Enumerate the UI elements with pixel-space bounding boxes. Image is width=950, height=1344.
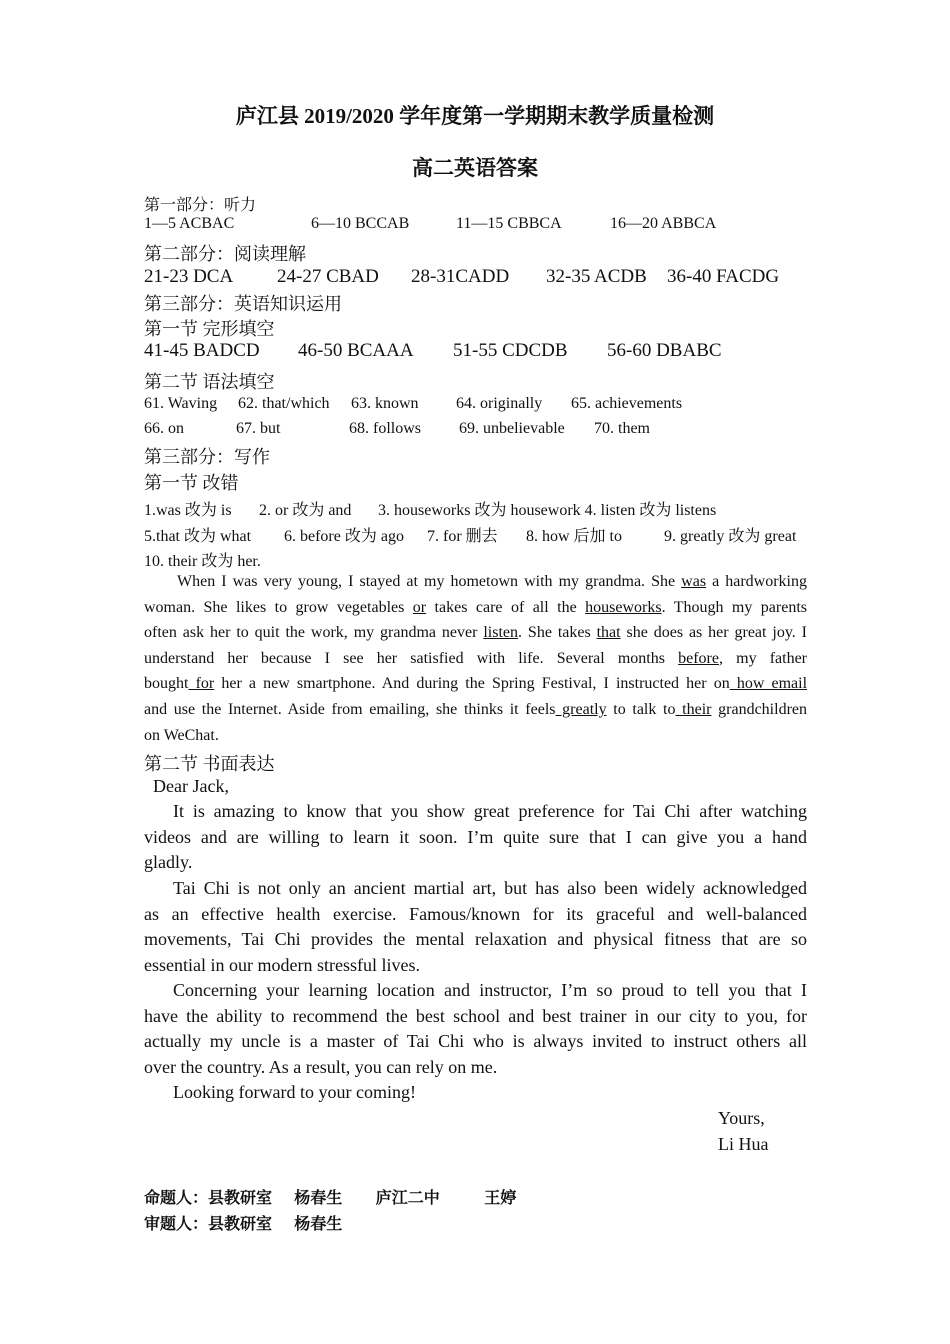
grammar-answer-64: 64. originally bbox=[456, 395, 543, 412]
part1-answer-1: 1—5 ACBAC bbox=[144, 215, 235, 232]
part2-heading: 第二部分：阅读理解 bbox=[144, 244, 306, 264]
letter-signature: Li Hua bbox=[718, 1134, 769, 1154]
part3-heading: 第三部分：英语知识运用 bbox=[144, 294, 342, 314]
part3-section2-heading: 第二节 语法填空 bbox=[144, 372, 275, 392]
part4-section1-heading: 第一节 改错 bbox=[144, 473, 239, 493]
grammar-answer-61: 61. Waving bbox=[144, 395, 218, 412]
grammar-answer-62: 62. that/which bbox=[238, 395, 330, 412]
grammar-answer-69: 69. unbelievable bbox=[459, 420, 565, 437]
document-subtitle: 高二英语答案 bbox=[412, 156, 538, 180]
correction-1: 1.was 改为 is bbox=[144, 502, 232, 519]
letter-greeting: Dear Jack, bbox=[153, 776, 229, 796]
error-word-greatly: greatly bbox=[555, 700, 607, 718]
error-word-was: was bbox=[681, 573, 707, 590]
part1-heading: 第一部分：听力 bbox=[144, 197, 257, 214]
grammar-answer-70: 70. them bbox=[594, 420, 650, 437]
error-word-or: or bbox=[412, 598, 427, 616]
error-word-listen: listen bbox=[483, 624, 519, 642]
error-word-that: that bbox=[596, 624, 621, 642]
footer-author-line: 命题人：县教研室 杨春生 庐江二中 王婷 bbox=[144, 1188, 517, 1207]
error-word-houseworks: houseworks bbox=[585, 598, 662, 616]
part2-answer-1: 21-23 DCA bbox=[144, 266, 234, 287]
grammar-answer-63: 63. known bbox=[351, 395, 419, 412]
correction-5: 5.that 改为 what bbox=[144, 528, 252, 545]
part2-answer-5: 36-40 FACDG bbox=[667, 266, 780, 287]
error-word-their: their bbox=[675, 700, 712, 718]
cloze-answer-3: 51-55 CDCDB bbox=[453, 340, 568, 361]
letter-paragraph-2: Tai Chi is not only an ancient martial art, but has also been widely acknowledged as an effective health exercise. Famous/known for its graceful and well-balanced movements, Tai Chi provides the mental relaxation and physical fitness that are so essential in our modern stressful lives. bbox=[144, 878, 807, 975]
grammar-answer-66: 66. on bbox=[144, 420, 184, 437]
grammar-answer-67: 67. but bbox=[236, 420, 281, 437]
letter-paragraph-1: It is amazing to know that you show great preference for Tai Chi after watching videos and are willing to learn it soon. I’m quite sure that I can give you a hand gladly. bbox=[144, 801, 807, 873]
correction-10: 10. their 改为 her. bbox=[144, 553, 261, 570]
part1-answer-4: 16—20 ABBCA bbox=[610, 215, 717, 232]
error-word-before: before bbox=[678, 649, 719, 667]
footer-reviewer-line: 审题人：县教研室 杨春生 bbox=[144, 1214, 343, 1233]
part1-answer-3: 11—15 CBBCA bbox=[456, 215, 562, 232]
error-word-how-email: how email bbox=[729, 675, 808, 693]
part3-section1-heading: 第一节 完形填空 bbox=[144, 319, 275, 339]
correction-3-4: 3. houseworks 改为 housework 4. listen 改为 listens bbox=[378, 502, 717, 519]
error-word-for: for bbox=[188, 675, 215, 693]
cloze-answer-4: 56-60 DBABC bbox=[607, 340, 722, 361]
grammar-answer-65: 65. achievements bbox=[571, 395, 683, 412]
part2-answer-4: 32-35 ACDB bbox=[546, 266, 647, 287]
correction-9: 9. greatly 改为 great bbox=[664, 528, 797, 545]
cloze-answer-1: 41-45 BADCD bbox=[144, 340, 260, 361]
grammar-answer-68: 68. follows bbox=[349, 420, 421, 437]
correction-7: 7. for 删去 bbox=[427, 528, 498, 545]
part2-answer-3: 28-31CADD bbox=[411, 266, 510, 287]
correction-2: 2. or 改为 and bbox=[259, 502, 352, 519]
part4-heading: 第三部分：写作 bbox=[144, 447, 270, 467]
document-title: 庐江县 2019/2020 学年度第一学期期末教学质量检测 bbox=[235, 104, 715, 128]
part2-answer-2: 24-27 CBAD bbox=[277, 266, 379, 287]
correction-6: 6. before 改为 ago bbox=[284, 528, 404, 545]
correction-8: 8. how 后加 to bbox=[526, 528, 623, 545]
part4-section2-heading: 第二节 书面表达 bbox=[144, 754, 275, 774]
letter-paragraph-3: Concerning your learning location and instructor, I’m so proud to tell you that I have the ability to recommend the best school and best trainer in our city to you, for actually my uncle is a master of Tai Chi who is always invited to instruct others all over the country. As a result, you can rely on me. bbox=[144, 980, 807, 1077]
cloze-answer-2: 46-50 BCAAA bbox=[298, 340, 414, 361]
error-correction-passage: When I was very young, I stayed at my hometown with my grandma. She was a hardworking woman. She likes to grow vegetables or takes care of all the houseworks. Though my parents often ask her to quit the work, my grandma never listen. She takes that she does as her great joy. I understand her because I see her satisfied with life. Several months before, my father bought for her a new smartphone. And during the Spring Festival, I instructed her on how email and use the Internet. Aside from emailing, she thinks it feels greatly to talk to their grandchildren on WeChat. bbox=[144, 573, 808, 744]
part1-answer-2: 6—10 BCCAB bbox=[311, 215, 410, 232]
letter-closing: Looking forward to your coming! bbox=[173, 1082, 416, 1102]
letter-sign-off: Yours, bbox=[718, 1108, 765, 1128]
